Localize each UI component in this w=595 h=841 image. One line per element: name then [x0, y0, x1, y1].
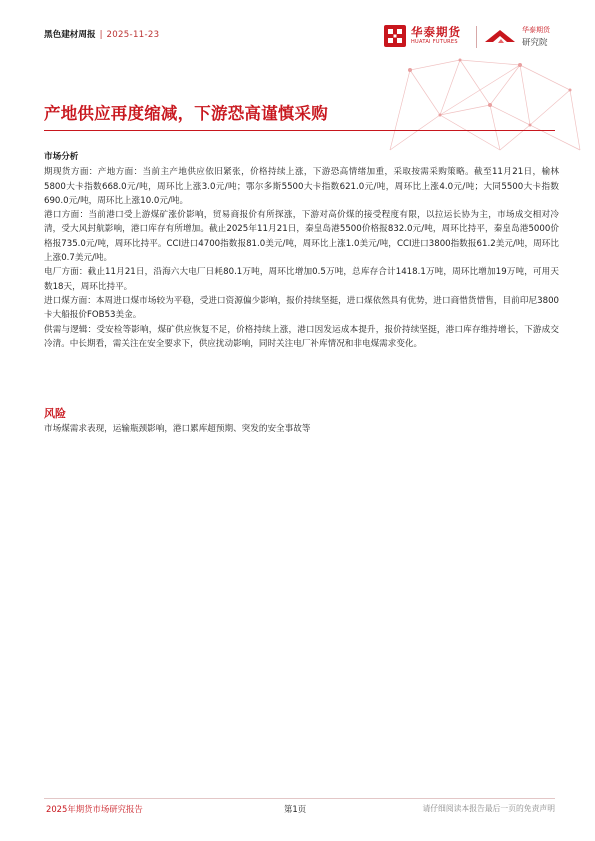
footer-page-number: 第1页 [284, 804, 307, 814]
analysis-paragraph-spot: 期现货方面：产地方面：当前主产地供应依旧紧张，价格持续上涨，下游恐高情绪加重，采取按需采购策略。截至11月21日，榆林5800大卡指数668.0元/吨，周环比上涨3.0元/吨；鄂尔多斯5500大卡指数621.0元/吨，周环比上涨4.0元/吨；大同5500大卡指数690.0元/吨，周环比上涨10.0元/吨。 [44, 167, 559, 206]
header-separator: | [99, 30, 103, 40]
huatai-futures-logo-icon [384, 25, 406, 47]
institute-name-top: 华泰期货 [522, 26, 550, 34]
huatai-institute-logo-icon [484, 27, 516, 45]
logo-company-name-en: HUATAI FUTURES [411, 39, 458, 45]
risk-heading: 风险 [44, 407, 66, 420]
analysis-paragraph-power-plant: 电厂方面：截止11月21日，沿海六大电厂日耗80.1万吨，周环比增加0.5万吨，总库存合计1418.1万吨，周环比增加19万吨，可用天数18天，周环比持平。 [44, 267, 559, 292]
footer-report-series: 2025年期货市场研究报告 [46, 804, 143, 814]
logo-divider [476, 26, 477, 48]
report-date: 2025-11-23 [106, 30, 160, 40]
network-polygon-decoration [380, 55, 585, 155]
analysis-paragraph-import: 进口煤方面：本周进口煤市场较为平稳，受进口资源偏少影响，报价持续坚挺，进口煤依然具有优势，进口商惜货惜售，目前印尼3800卡大船报价FOB53美金。 [44, 295, 559, 321]
institute-logo [484, 24, 564, 52]
analysis-paragraph-supply-demand: 供需与逻辑：受安检等影响，煤矿供应恢复不足，价格持续上涨，港口因发运成本提升，报价持续坚挺，港口库存维持增长，下游成交冷清。中长期看，需关注在安全要求下，供应扰动影响，同时关注电厂补库情况和非电煤需求变化。 [44, 324, 559, 349]
analysis-paragraph-port: 港口方面：当前港口受上游煤矿涨价影响，贸易商报价有所探涨，下游对高价煤的接受程度有限，以拉运长协为主，市场成交相对冷清，受大风封航影响，港口库存有所增加。截止2025年11月21日，秦皇岛港5500价格报832.0元/吨，周环比持平，秦皇岛港5000价格报735.0元/吨，周环比持平。CCI进口4700指数报81.0美元/吨，周环比上涨1.0美元/吨，CCI进口3800指数报61.2美元/吨，周环比上涨0.7美元/吨。 [44, 210, 559, 264]
footer-disclaimer-note: 请仔细阅读本报告最后一页的免责声明 [422, 804, 555, 813]
page-footer [44, 798, 555, 819]
market-analysis-heading: 市场分析 [44, 152, 79, 162]
institute-name-bottom: 研究院 [522, 38, 548, 48]
header-report-info [44, 28, 159, 40]
logo-company-name: 华泰期货 [411, 25, 461, 39]
risk-text: 市场煤需求表现，运输瓶颈影响，港口累库超预期、突发的安全事故等 [44, 424, 311, 434]
page-header [44, 24, 555, 54]
title-divider [44, 130, 555, 131]
page-title: 产地供应再度缩减，下游恐高谨慎采购 [44, 104, 328, 123]
market-analysis-section [44, 150, 559, 351]
report-name: 黑色建材周报 [44, 30, 96, 40]
